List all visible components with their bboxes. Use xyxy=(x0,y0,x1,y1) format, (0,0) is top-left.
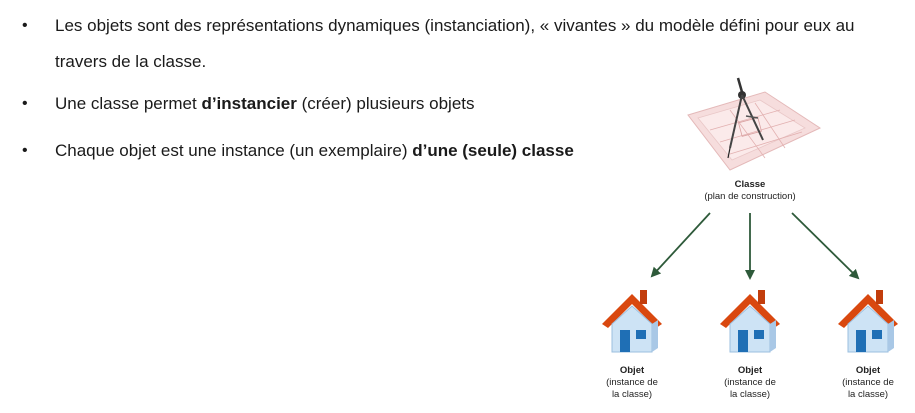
bullet-text-continuation: travers de la classe. xyxy=(55,52,207,71)
arrow-to-object-3 xyxy=(792,213,858,278)
object-subtitle: la classe) xyxy=(729,389,771,400)
object-subtitle: (instance de xyxy=(606,377,658,388)
object-title: Objet xyxy=(619,365,645,376)
class-object-diagram xyxy=(580,70,915,413)
bullet-marker: • xyxy=(22,95,28,112)
bullet-text-bold: d’instancier xyxy=(201,94,297,113)
bullet-text-part: (créer) plusieurs objets xyxy=(296,94,475,113)
bullet-text xyxy=(55,133,574,169)
arrow-to-object-1 xyxy=(652,213,710,276)
house-icon xyxy=(838,290,898,352)
bullet-text xyxy=(55,86,475,122)
object-title: Objet xyxy=(855,365,881,376)
house-icon xyxy=(602,290,662,352)
instantiation-arrows xyxy=(652,213,858,278)
object-subtitle: (instance de xyxy=(724,377,776,388)
object-label xyxy=(710,365,790,401)
bullet-marker: • xyxy=(22,142,28,159)
class-subtitle: (plan de construction) xyxy=(704,191,796,202)
object-subtitle: la classe) xyxy=(847,389,889,400)
object-subtitle: (instance de xyxy=(842,377,894,388)
bullet-marker: • xyxy=(22,17,28,34)
class-label xyxy=(690,179,810,203)
object-title: Objet xyxy=(737,365,763,376)
object-label xyxy=(592,365,672,401)
object-subtitle: la classe) xyxy=(611,389,653,400)
object-label xyxy=(828,365,908,401)
bullet-text: Les objets sont des représentations dynamiques (instanciation), « vivantes » du modèle défini pour eux au xyxy=(55,16,855,35)
bullet-text-part: Une classe permet xyxy=(55,94,202,113)
bullet-text-part: Chaque objet est une instance (un exemplaire) xyxy=(55,141,413,160)
blueprint-compass-icon xyxy=(688,78,820,170)
class-title: Classe xyxy=(734,179,766,190)
house-icon xyxy=(720,290,780,352)
diagram-graphics xyxy=(580,70,915,413)
bullet-text-bold: d’une (seule) classe xyxy=(412,141,574,160)
